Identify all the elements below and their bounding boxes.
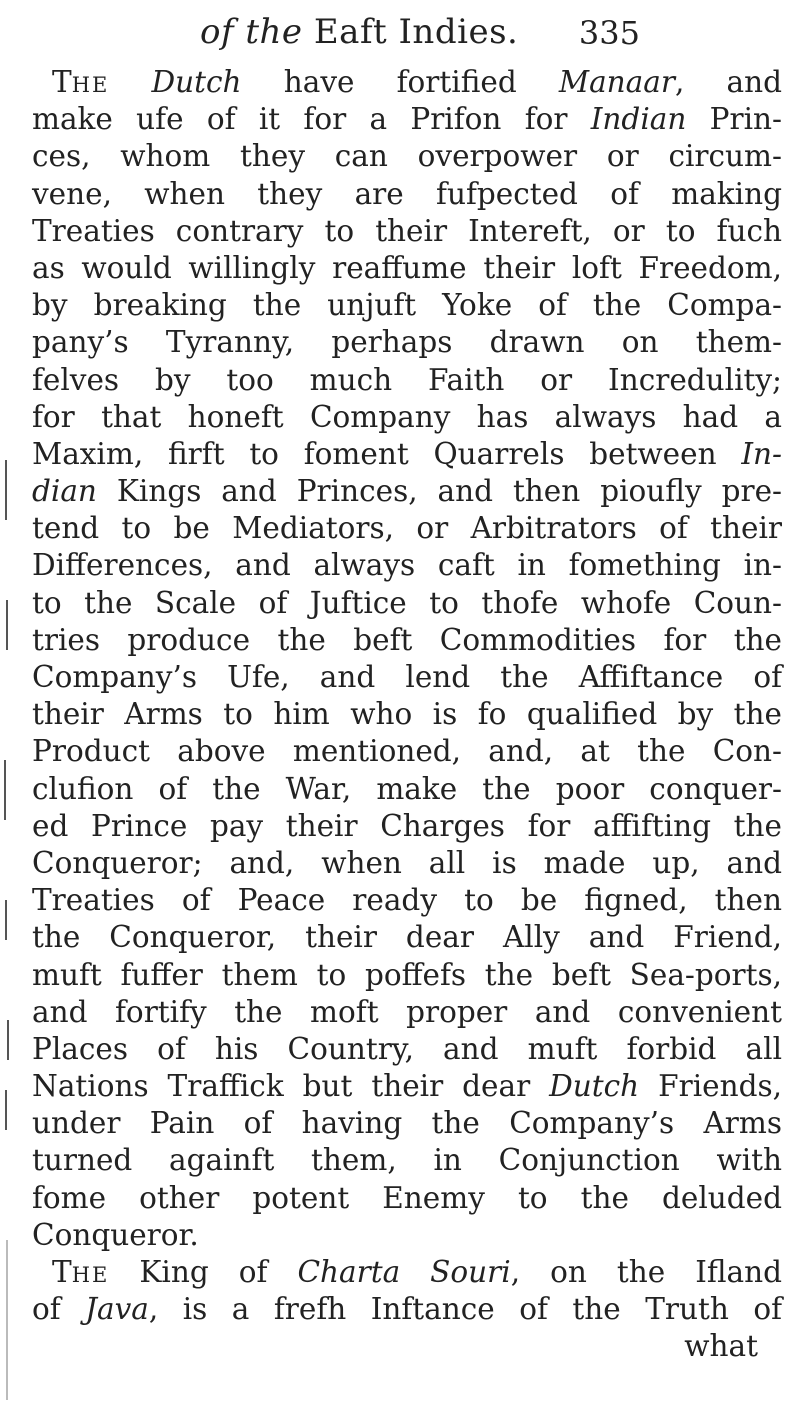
text-run: Company’s Ufe, and lend the Affiftance of xyxy=(32,660,782,694)
text-run: Maxim, firft to foment Quarrels between xyxy=(32,436,742,471)
text-run: Indian xyxy=(590,102,687,137)
text-run: Friends, xyxy=(639,1069,782,1104)
text-run: for that honeft Company has always had a xyxy=(32,399,782,434)
text-line xyxy=(32,176,782,213)
text-line xyxy=(32,213,782,250)
text-line xyxy=(32,473,782,510)
running-header xyxy=(200,6,640,62)
text-run: fome other potent Enemy to the deluded xyxy=(32,1180,782,1215)
text-line xyxy=(32,882,782,919)
text-line xyxy=(32,510,782,547)
text-run: Charta Souri xyxy=(297,1255,511,1289)
text-run: their Arms to him who is fo qualified by the xyxy=(32,697,782,732)
text-line xyxy=(32,138,782,175)
text-run: ces, whom they can overpower or circum- xyxy=(32,139,782,174)
text-run: Nations Traffick but their dear xyxy=(32,1069,550,1104)
text-run: Conqueror. xyxy=(32,1217,199,1252)
text-run: he xyxy=(71,1255,110,1289)
running-title xyxy=(200,12,518,52)
text-run: and fortify the moft proper and convenient xyxy=(32,994,782,1029)
text-line xyxy=(32,696,782,733)
text-run: Conqueror; and, when all is made up, and xyxy=(32,845,782,880)
text-run: Places of his Country, and muft forbid all xyxy=(32,1031,782,1066)
text-run: , is a frefh Inftance of the Truth of xyxy=(148,1292,782,1327)
text-line xyxy=(32,101,782,138)
text-run: tend to be Mediators, or Arbitrators of their xyxy=(32,511,782,546)
text-line xyxy=(32,1031,782,1068)
text-run: Prin- xyxy=(686,102,782,137)
text-run: turned againft them, in Conjunction with xyxy=(32,1143,782,1178)
text-line xyxy=(32,957,782,994)
text-line xyxy=(32,845,782,882)
text-line xyxy=(32,659,782,696)
text-run: by breaking the unjuft Yoke of the Compa- xyxy=(32,288,782,323)
text-run: , on the Ifland xyxy=(510,1255,782,1289)
text-line xyxy=(32,808,782,845)
text-line xyxy=(32,324,782,361)
text-line xyxy=(32,771,782,808)
text-run: Treaties contrary to their Intereft, or to fuch xyxy=(32,213,782,248)
text-line xyxy=(32,547,782,584)
text-line xyxy=(32,1068,782,1105)
text-run: vene, when they are fufpected of making xyxy=(32,176,782,211)
text-run: Java xyxy=(85,1292,149,1327)
text-run: tries produce the beft Commodities for the xyxy=(32,622,782,657)
text-line xyxy=(32,1142,782,1179)
text-run: felves by too much Faith or Incredulity; xyxy=(32,362,782,397)
text-run: muft fuffer them to poffefs the beft Sea-ports, xyxy=(32,957,782,992)
text-line xyxy=(32,1105,782,1142)
body-text xyxy=(32,64,782,1366)
text-run: ed Prince pay their Charges for affifting the xyxy=(32,808,782,843)
text-run: In- xyxy=(741,436,782,471)
text-run: what xyxy=(684,1329,758,1364)
page-number: 335 xyxy=(578,14,640,52)
text-run: Product above mentioned, and, at the Con- xyxy=(32,734,782,769)
text-line xyxy=(32,287,782,324)
text-run: to the Scale of Juftice to thofe whofe Coun- xyxy=(32,585,782,620)
text-line xyxy=(32,622,782,659)
text-run: Treaties of Peace ready to be figned, then xyxy=(32,883,782,918)
text-line xyxy=(32,362,782,399)
text-run: have fortified xyxy=(241,65,559,99)
text-run: Dutch xyxy=(151,65,242,99)
text-line xyxy=(32,585,782,622)
text-line xyxy=(32,1254,782,1291)
text-run: Dutch xyxy=(549,1069,640,1104)
text-line xyxy=(32,436,782,473)
gutter-shadow xyxy=(0,0,14,1403)
text-line xyxy=(32,919,782,956)
text-run: clufion of the War, make the poor conquer- xyxy=(32,771,782,806)
text-line xyxy=(32,250,782,287)
text-run: he xyxy=(71,65,110,99)
text-run: Kings and Princes, and then pioufly pre- xyxy=(96,474,782,509)
text-run: make ufe of it for a Prifon for xyxy=(32,102,591,137)
text-line xyxy=(32,1217,782,1254)
text-run: pany’s Tyranny, perhaps drawn on them- xyxy=(32,325,782,360)
text-line xyxy=(32,399,782,436)
text-run: King of xyxy=(109,1255,298,1289)
running-title-italic: of the xyxy=(200,12,303,52)
text-line xyxy=(32,64,782,101)
text-run: under Pain of having the Company’s Arms xyxy=(32,1106,782,1141)
text-run: Differences, and always caft in fomething in- xyxy=(32,548,782,583)
text-line xyxy=(32,733,782,770)
text-run: the Conqueror, their dear Ally and Friend, xyxy=(32,920,782,955)
text-run: Manaar xyxy=(558,65,675,99)
catchword xyxy=(32,1328,782,1365)
text-line xyxy=(32,1291,782,1328)
text-run: , and xyxy=(674,65,782,99)
text-run: dian xyxy=(32,474,97,509)
text-run: as would willingly reaffume their loft Freedom, xyxy=(32,250,782,285)
running-title-roman: Eaft Indies. xyxy=(313,12,519,52)
text-run: T xyxy=(52,1255,72,1289)
text-run xyxy=(109,65,151,99)
text-run: of xyxy=(32,1292,86,1327)
text-line xyxy=(32,1180,782,1217)
text-run: T xyxy=(52,65,72,99)
text-line xyxy=(32,994,782,1031)
